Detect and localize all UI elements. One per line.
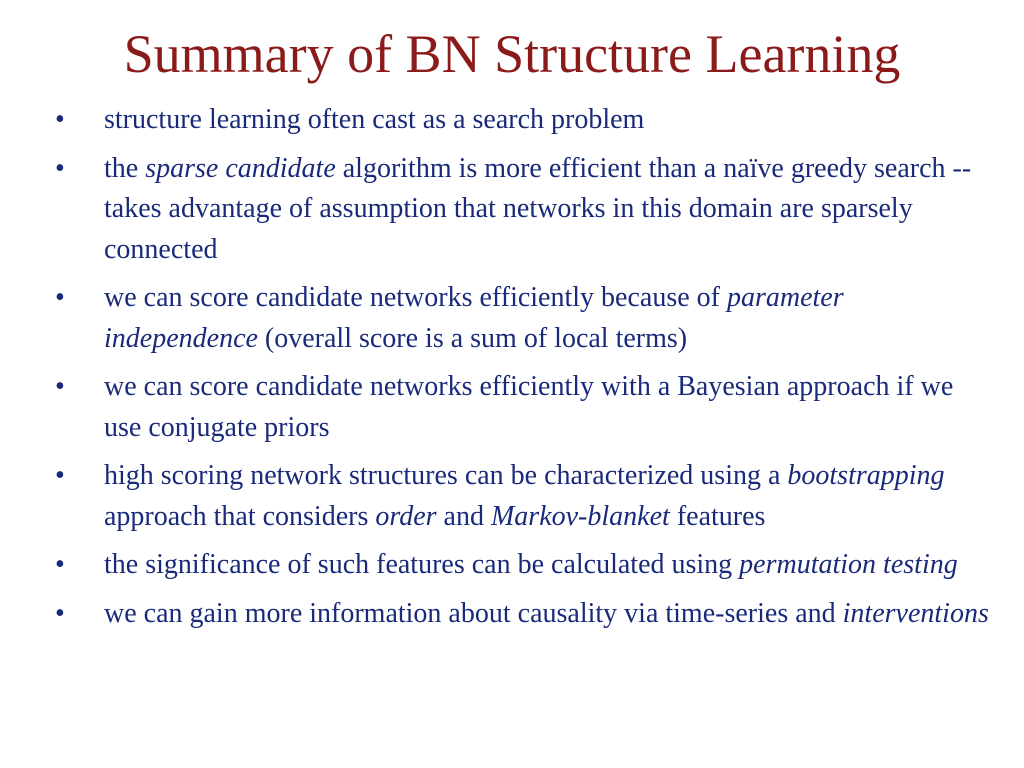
bullet-list xyxy=(53,100,993,642)
bullet-text: the xyxy=(104,152,146,184)
bullet-emphasis: bootstrapping xyxy=(787,460,945,491)
bullet-marker: • xyxy=(55,104,65,135)
bullet-text: algorithm is more efficient than a naïve greedy search -- takes advantage of assumption that networks in this domain are sparsely connected xyxy=(104,152,972,265)
bullet-text: the significance of such features can be calculated using xyxy=(104,549,740,580)
bullet-marker: • xyxy=(55,282,65,313)
bullet-marker: • xyxy=(55,152,65,184)
bullet-item xyxy=(53,278,993,359)
bullet-text: we can gain more information about causality via time-series and xyxy=(104,597,843,629)
bullet-item xyxy=(53,456,993,537)
bullet-marker: • xyxy=(55,460,65,491)
bullet-emphasis: order xyxy=(375,500,437,532)
bullet-marker: • xyxy=(55,371,65,402)
bullet-text: we can score candidate networks efficiently because of xyxy=(104,282,727,313)
bullet-item xyxy=(53,149,993,271)
bullet-item xyxy=(53,100,993,141)
bullet-emphasis: Markov-blanket xyxy=(490,500,670,532)
bullet-emphasis: parameter independence xyxy=(104,282,844,354)
bullet-text: structure learning often cast as a search problem xyxy=(104,104,645,135)
bullet-marker: • xyxy=(55,549,65,580)
bullet-marker: • xyxy=(55,597,65,629)
bullet-item xyxy=(53,545,993,586)
bullet-text: approach that considers xyxy=(104,500,376,532)
bullet-item xyxy=(53,594,993,635)
bullet-emphasis: permutation testing xyxy=(739,549,958,580)
bullet-item xyxy=(53,367,993,448)
bullet-text: we can score candidate networks efficiently with a Bayesian approach if we use conjugate priors xyxy=(104,371,954,443)
bullet-emphasis: interventions xyxy=(842,597,989,629)
bullet-text: (overall score is a sum of local terms) xyxy=(257,322,688,354)
slide-title: Summary of BN Structure Learning xyxy=(123,24,901,84)
bullet-text: features xyxy=(669,500,766,532)
bullet-text: and xyxy=(436,500,491,532)
bullet-emphasis: sparse candidate xyxy=(145,152,336,184)
bullet-text: high scoring network structures can be characterized using a xyxy=(104,460,788,491)
